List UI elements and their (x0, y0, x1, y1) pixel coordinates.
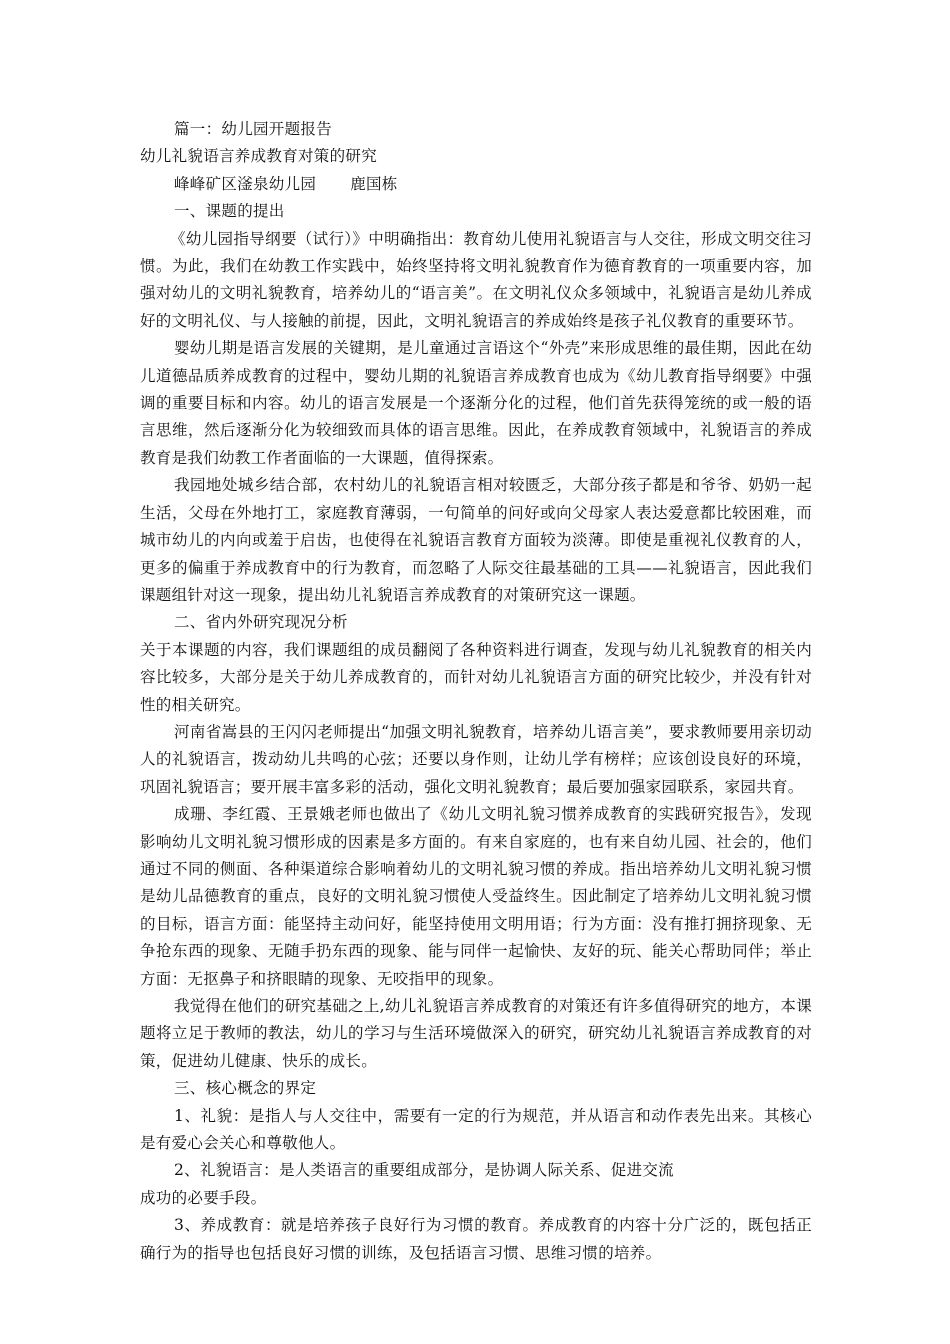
section-3-paragraph-3: 3、养成教育：就是培养孩子良好行为习惯的教育。养成教育的内容十分广泛的，既包括正确行为的指导也包括良好习惯的训练，及包括语言习惯、思维习惯的培养。 (140, 1216, 812, 1262)
document-body (140, 116, 812, 1267)
doc-header: 篇一：幼儿园开题报告 (174, 120, 333, 138)
section-1-paragraph-3: 我园地处城乡结合部，农村幼儿的礼貌语言相对较匮乏，大部分孩子都是和爷爷、奶奶一起生活，父母在外地打工，家庭教育薄弱，一句简单的问好或向父母家人表达爱意都比较困难，而城市幼儿的内向或羞于启齿，也使得在礼貌语言教育方面较为淡薄。即使是重视礼仪教育的人，更多的偏重于养成教育中的行为教育，而忽略了人际交往最基础的工具——礼貌语言，因此我们课题组针对这一现象，提出幼儿礼貌语言养成教育的对策研究这一课题。 (140, 476, 812, 604)
section-1-heading: 一、课题的提出 (174, 202, 285, 221)
school-name: 峰峰矿区滏泉幼儿园 (174, 174, 317, 193)
section-1-paragraph-2: 婴幼儿期是语言发展的关键期，是儿童通过言语这个“外壳”来形成思维的最佳期，因此在幼儿道德品质养成教育的过程中，婴幼儿期的礼貌语言养成教育也成为《幼儿教育指导纲要》中强调的重要目标和内容。幼儿的语言发展是一个逐渐分化的过程，他们首先获得笼统的或一般的语言思维，然后逐渐分化为较细致而具体的语言思维。因此，在养成教育领域中，礼貌语言的养成教育是我们幼教工作者面临的一大课题，值得探索。 (140, 339, 812, 467)
section-3-paragraph-2-line-1: 2、礼貌语言：是人类语言的重要组成部分，是协调人际关系、促进交流 (174, 1161, 674, 1180)
section-3-paragraph-2-line-2: 成功的必要手段。 (140, 1188, 267, 1207)
doc-byline (140, 171, 812, 198)
section-2-paragraph-2: 河南省嵩县的王闪闪老师提出“加强文明礼貌教育，培养幼儿语言美”，要求教师要用亲切动人的礼貌语言，拨动幼儿共鸣的心弦；还要以身作则，让幼儿学有榜样；应该创设良好的环境，巩固礼貌语言；要开展丰富多彩的活动，强化文明礼貌教育；最后要加强家园联系，家园共育。 (140, 722, 812, 796)
section-3-heading: 三、核心概念的界定 (174, 1079, 317, 1098)
section-3-paragraph-1: 1、礼貌：是指人与人交往中，需要有一定的行为规范，并从语言和动作表先出来。其核心是有爱心会关心和尊敬他人。 (140, 1106, 812, 1153)
section-2-paragraph-1: 关于本课题的内容，我们课题组的成员翻阅了各种资料进行调查，发现与幼儿礼貌教育的相关内容比较多，大部分是关于幼儿养成教育的，而针对幼儿礼貌语言方面的研究比较少，并没有针对性的相关研究。 (140, 640, 812, 714)
author-name: 鹿国栋 (350, 174, 398, 193)
section-2-heading: 二、省内外研究现况分析 (174, 613, 348, 632)
doc-title: 幼儿礼貌语言养成教育对策的研究 (140, 147, 378, 166)
section-2-paragraph-3: 成珊、李红霞、王景娥老师也做出了《幼儿文明礼貌习惯养成教育的实践研究报告》，发现影响幼儿文明礼貌习惯形成的因素是多方面的。有来自家庭的，也有来自幼儿园、社会的，他们通过不同的侧面、各种渠道综合影响着幼儿的文明礼貌习惯的养成。指出培养幼儿文明礼貌习惯是幼儿品德教育的重点，良好的文明礼貌习惯使人受益终生。因此制定了培养幼儿文明礼貌习惯的目标，语言方面：能坚持主动问好，能坚持使用文明用语；行为方面：没有推打拥挤现象、无争抢东西的现象、无随手扔东西的现象、能与同伴一起愉快、友好的玩、能关心帮助同伴；举止方面：无抠鼻子和挤眼睛的现象、无咬指甲的现象。 (140, 805, 812, 988)
section-2-paragraph-4: 我觉得在他们的研究基础之上,幼儿礼貌语言养成教育的对策还有许多值得研究的地方，本课题将立足于教师的教法，幼儿的学习与生活环境做深入的研究，研究幼儿礼貌语言养成教育的对策，促进幼儿健康、快乐的成长。 (140, 997, 812, 1070)
section-1-paragraph-1: 《幼儿园指导纲要（试行）》中明确指出：教育幼儿使用礼貌语言与人交往，形成文明交往习惯。为此，我们在幼教工作实践中，始终坚持将文明礼貌教育作为德育教育的一项重要内容，加强对幼儿的文明礼貌教育，培养幼儿的“语言美”。在文明礼仪众多领域中，礼貌语言是幼儿养成好的文明礼仪、与人接触的前提，因此，文明礼貌语言的养成始终是孩子礼仪教育的重要环节。 (140, 229, 812, 330)
